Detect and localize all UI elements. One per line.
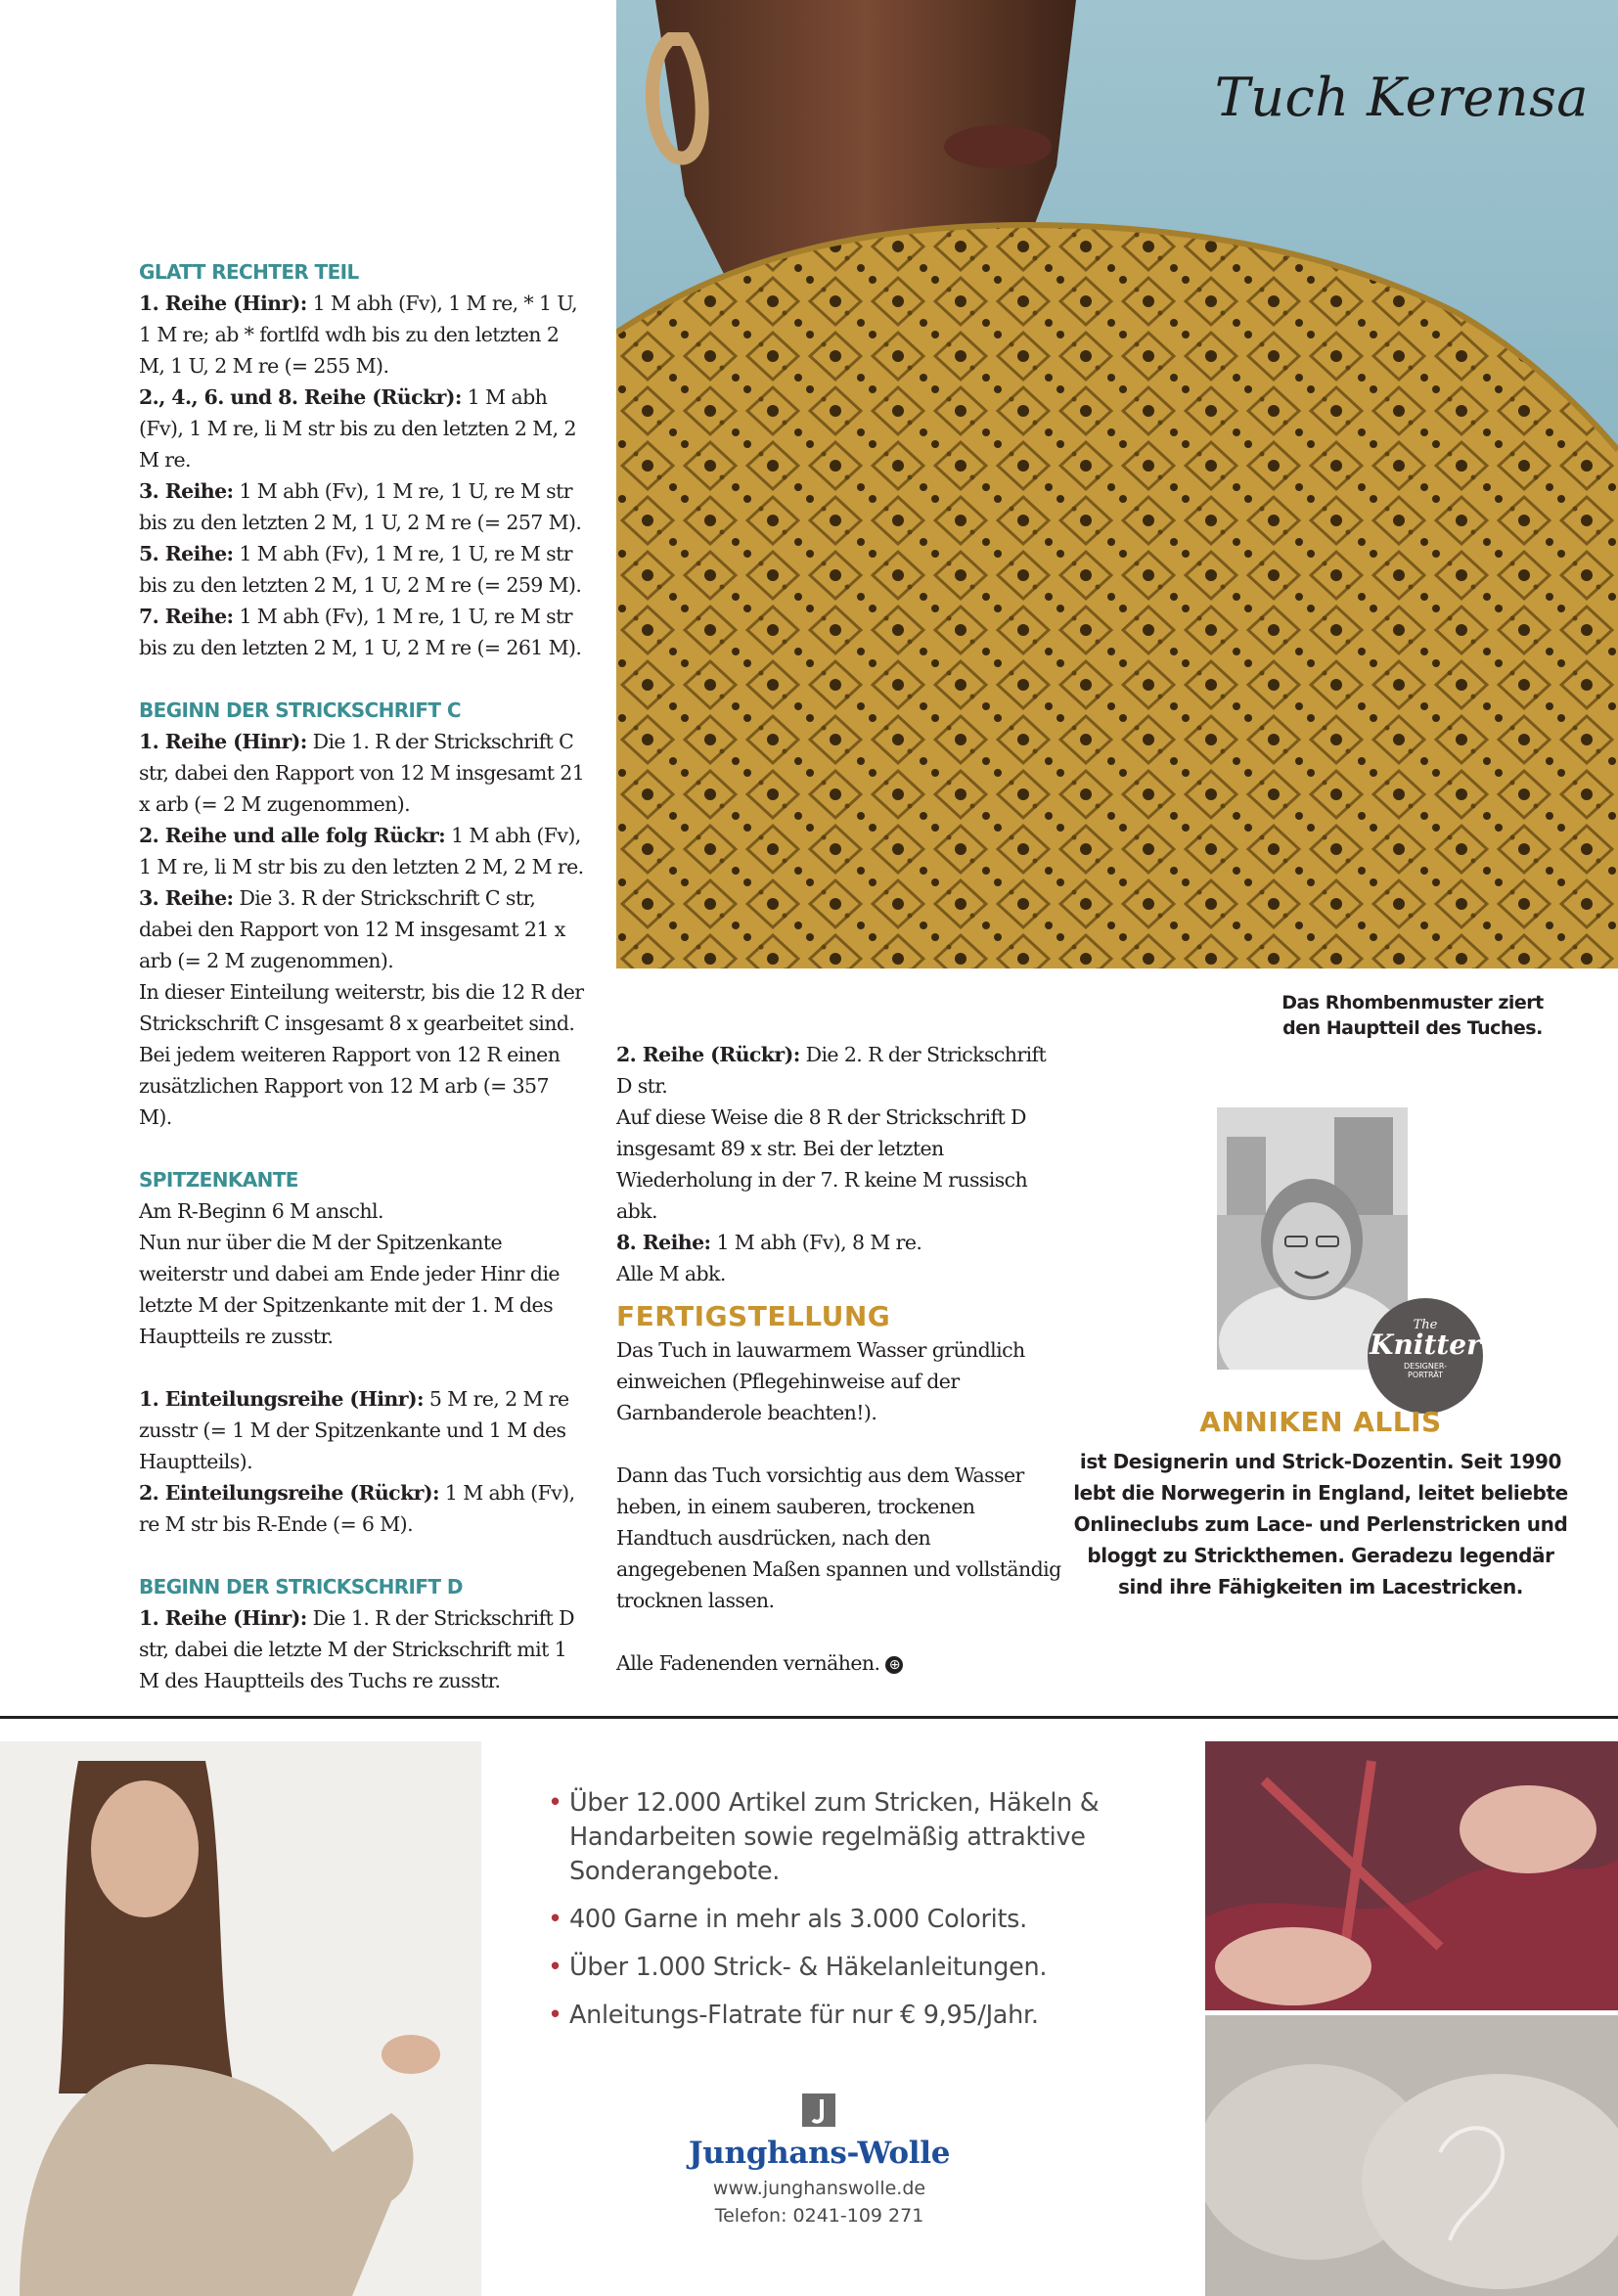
brand-url[interactable]: www.junghanswolle.de — [712, 2178, 926, 2199]
author-name: ANNIKEN ALLIS — [1199, 1406, 1442, 1438]
heading-glatt-rechter-teil: GLATT RECHTER TEIL — [139, 260, 359, 284]
paragraph: 3. Reihe: 1 M abh (Fv), 1 M re, 1 U, re M str bis zu den letzten 2 M, 1 U, 2 M re (= 257 M). — [139, 479, 582, 534]
paragraph: 1. Reihe (Hinr): Die 1. R der Strickschrift D str, dabei die letzte M der Strickschrift mit 1 M des Hauptteils des Tuchs re zusstr. — [139, 1606, 574, 1692]
brand-name: Junghans-Wolle — [688, 2136, 951, 2171]
yarn-photo — [1205, 2015, 1618, 2296]
paragraph: 1. Einteilungsreihe (Hinr): 5 M re, 2 M re zusstr (= 1 M der Spitzenkante und 1 M des Hauptteils). — [139, 1387, 569, 1473]
ad-model-photo — [0, 1741, 481, 2296]
ad-list-item: • Anleitungs-Flatrate für nur € 9,95/Jahr. — [548, 1999, 1174, 2033]
middle-column — [616, 1039, 1062, 1679]
paragraph: Das Tuch in lauwarmem Wasser gründlich einweichen (Pflegehinweise auf der Garnbanderole beachten!). — [616, 1338, 1025, 1424]
shawl-photo-illustration — [616, 0, 1618, 968]
paragraph: 2. Reihe und alle folg Rückr: 1 M abh (Fv), 1 M re, li M str bis zu den letzten 2 M, 2 M re. — [139, 824, 584, 878]
paragraph: 1. Reihe (Hinr): 1 M abh (Fv), 1 M re, * 1 U, 1 M re; ab * fortlfd wdh bis zu den letzten 2 M, 1 U, 2 M re (= 255 M). — [139, 292, 578, 378]
ad-list — [548, 1786, 1174, 2047]
bullet-icon: • — [548, 1788, 562, 1818]
paragraph: Auf diese Weise die 8 R der Strickschrift D insgesamt 89 x str. Bei der letzten Wiederholung in der 7. R keine M russisch abk. — [616, 1105, 1028, 1223]
paragraph: 2. Reihe (Rückr): Die 2. R der Strickschrift D str. — [616, 1043, 1047, 1098]
badge-the: The — [1413, 1318, 1438, 1332]
ad-list-item: • Über 1.000 Strick- & Häkelanleitungen. — [548, 1951, 1174, 1985]
shawl-photo — [616, 0, 1618, 968]
model-illustration — [0, 1741, 481, 2296]
photo-caption: Das Rhombenmuster ziert den Hauptteil des Tuches. — [1281, 992, 1544, 1039]
page-title: Tuch Kerensa — [1214, 67, 1589, 128]
paragraph: 3. Reihe: Die 3. R der Strickschrift C str, dabei den Rapport von 12 M insgesamt 21 x arb (= 2 M zugenommen). — [139, 886, 565, 972]
paragraph: Nun nur über die M der Spitzenkante weiterstr und dabei am Ende jeder Hinr die letzte M der Spitzenkante mit der 1. M des Hauptteils re zusstr. — [139, 1231, 560, 1348]
left-column — [139, 256, 585, 1696]
author-bio: ist Designerin und Strick-Dozentin. Seit 1990 lebt die Norwegerin in England, leitet beliebte Onlineclubs zum Lace- und Perlenstricken und bloggt zu Strickthemen. Geradezu legendär sind ihre Fähigkeiten im Lacestricken. — [1073, 1450, 1568, 1598]
badge-portrait: PORTRÄT — [1408, 1371, 1443, 1379]
the-knitter-badge — [1368, 1298, 1483, 1414]
brand-phone: Telefon: 0241-109 271 — [714, 2205, 924, 2227]
paragraph: 8. Reihe: 1 M abh (Fv), 8 M re. — [616, 1231, 922, 1254]
bullet-icon: • — [548, 1953, 562, 1982]
heading-spitzenkante: SPITZENKANTE — [139, 1168, 298, 1192]
junghans-logo-icon — [802, 2093, 835, 2127]
paragraph: 2. Einteilungsreihe (Rückr): 1 M abh (Fv), re M str bis R-Ende (= 6 M). — [139, 1481, 575, 1536]
paragraph: Am R-Beginn 6 M anschl. — [139, 1199, 383, 1223]
paragraph: 1. Reihe (Hinr): Die 1. R der Strickschrift C str, dabei den Rapport von 12 M insgesamt 21 x arb (= 2 M zugenommen). — [139, 730, 585, 816]
paragraph: Dann das Tuch vorsichtig aus dem Wasser heben, in einem sauberen, trockenen Handtuch ausdrücken, nach den angegebenen Maßen spannen und vollständig trocknen lassen. — [616, 1463, 1061, 1612]
bullet-icon: • — [548, 2001, 562, 2030]
paragraph: 7. Reihe: 1 M abh (Fv), 1 M re, 1 U, re M str bis zu den letzten 2 M, 1 U, 2 M re (= 261 M). — [139, 605, 582, 659]
badge-knitter: Knitter — [1370, 1328, 1481, 1361]
badge-designer: DESIGNER- — [1403, 1362, 1447, 1371]
ad-list-item: • 400 Garne in mehr als 3.000 Colorits. — [548, 1903, 1174, 1937]
paragraph: 5. Reihe: 1 M abh (Fv), 1 M re, 1 U, re M str bis zu den letzten 2 M, 1 U, 2 M re (= 259 M). — [139, 542, 582, 597]
knitting-hands-photo — [1205, 1741, 1618, 2010]
section-divider — [0, 1716, 1618, 1719]
yarn-illustration — [1205, 2015, 1618, 2296]
paragraph: Alle Fadenenden vernähen. ⊕ — [616, 1647, 1062, 1679]
paragraph: Alle M abk. — [616, 1262, 726, 1285]
end-mark-icon: ⊕ — [885, 1656, 903, 1674]
ad-list-item: • Über 12.000 Artikel zum Stricken, Häkeln & Handarbeiten sowie regelmäßig attraktive Sonderangebote. — [548, 1788, 1100, 1886]
knitting-illustration — [1205, 1741, 1618, 2010]
paragraph: 2., 4., 6. und 8. Reihe (Rückr): 1 M abh (Fv), 1 M re, li M str bis zu den letzten 2 M, 2 M re. — [139, 385, 576, 472]
bullet-icon: • — [548, 1905, 562, 1934]
heading-fertigstellung: FERTIGSTELLUNG — [616, 1300, 891, 1332]
heading-strickschrift-c: BEGINN DER STRICKSCHRIFT C — [139, 698, 461, 722]
heading-strickschrift-d: BEGINN DER STRICKSCHRIFT D — [139, 1575, 463, 1598]
paragraph: In dieser Einteilung weiterstr, bis die 12 R der Strickschrift C insgesamt 8 x gearbeitet sind. Bei jedem weiteren Rapport von 12 R einen zusätzlichen Rapport von 12 M arb (= 357 M). — [139, 980, 584, 1129]
